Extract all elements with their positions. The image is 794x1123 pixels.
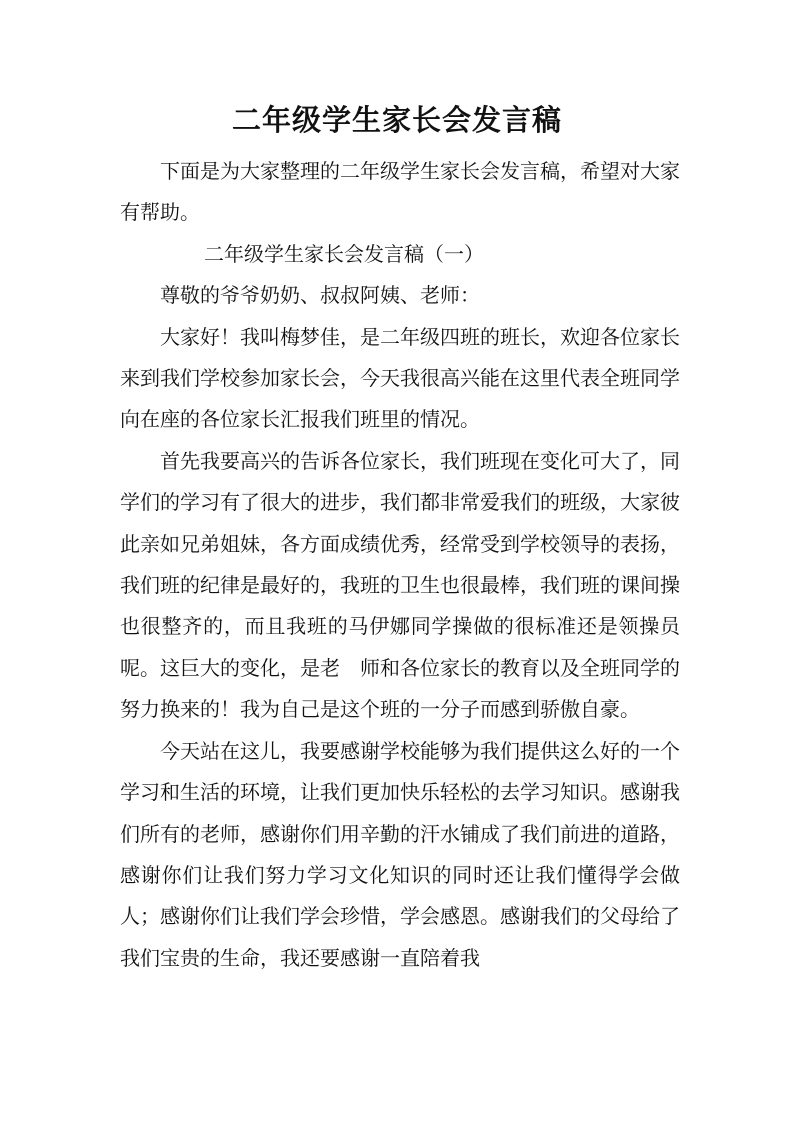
salutation-paragraph: 尊敬的爷爷奶奶、叔叔阿姨、老师： xyxy=(160,283,480,308)
body-paragraph: 大家好！我叫梅梦佳，是二年级四班的班长，欢迎各位家长来到我们学校参加家长会，今天我很高兴能在这里代表全班同学向在座的各位家长汇报我们班里的情况。 xyxy=(120,324,680,432)
body-paragraph: 首先我要高兴的告诉各位家长，我们班现在变化可大了，同学们的学习有了很大的进步，我们都非常爱我们的班级，大家彼此亲如兄弟姐妹，各方面成绩优秀，经常受到学校领导的表扬，我们班的纪律是最好的，我班的卫生也很最棒，我们班的课间操也很整齐的，而且我班的马伊娜同学操做的很标准还是领操员呢。这巨大的变化，是老 师和各位家长的教育以及全班同学的努力换来的！我为自己是这个班的一分子而感到骄傲自豪。 xyxy=(120,448,680,722)
document-body xyxy=(120,151,680,979)
body-paragraph: 今天站在这儿，我要感谢学校能够为我们提供这么好的一个学习和生活的环境，让我们更加快乐轻松的去学习知识。感谢我们所有的老师，感谢你们用辛勤的汗水铺成了我们前进的道路，感谢你们让我们努力学习文化知识的同时还让我们懂得学会做人；感谢你们让我们学会珍惜，学会感恩。感谢我们的父母给了我们宝贵的生命，我还要感谢一直陪着我 xyxy=(120,738,680,970)
section-subtitle: 二年级学生家长会发言稿（一） xyxy=(204,241,484,266)
document-title: 二年级学生家长会发言稿 xyxy=(231,103,562,137)
intro-paragraph: 下面是为大家整理的二年级学生家长会发言稿，希望对大家有帮助。 xyxy=(120,159,680,225)
